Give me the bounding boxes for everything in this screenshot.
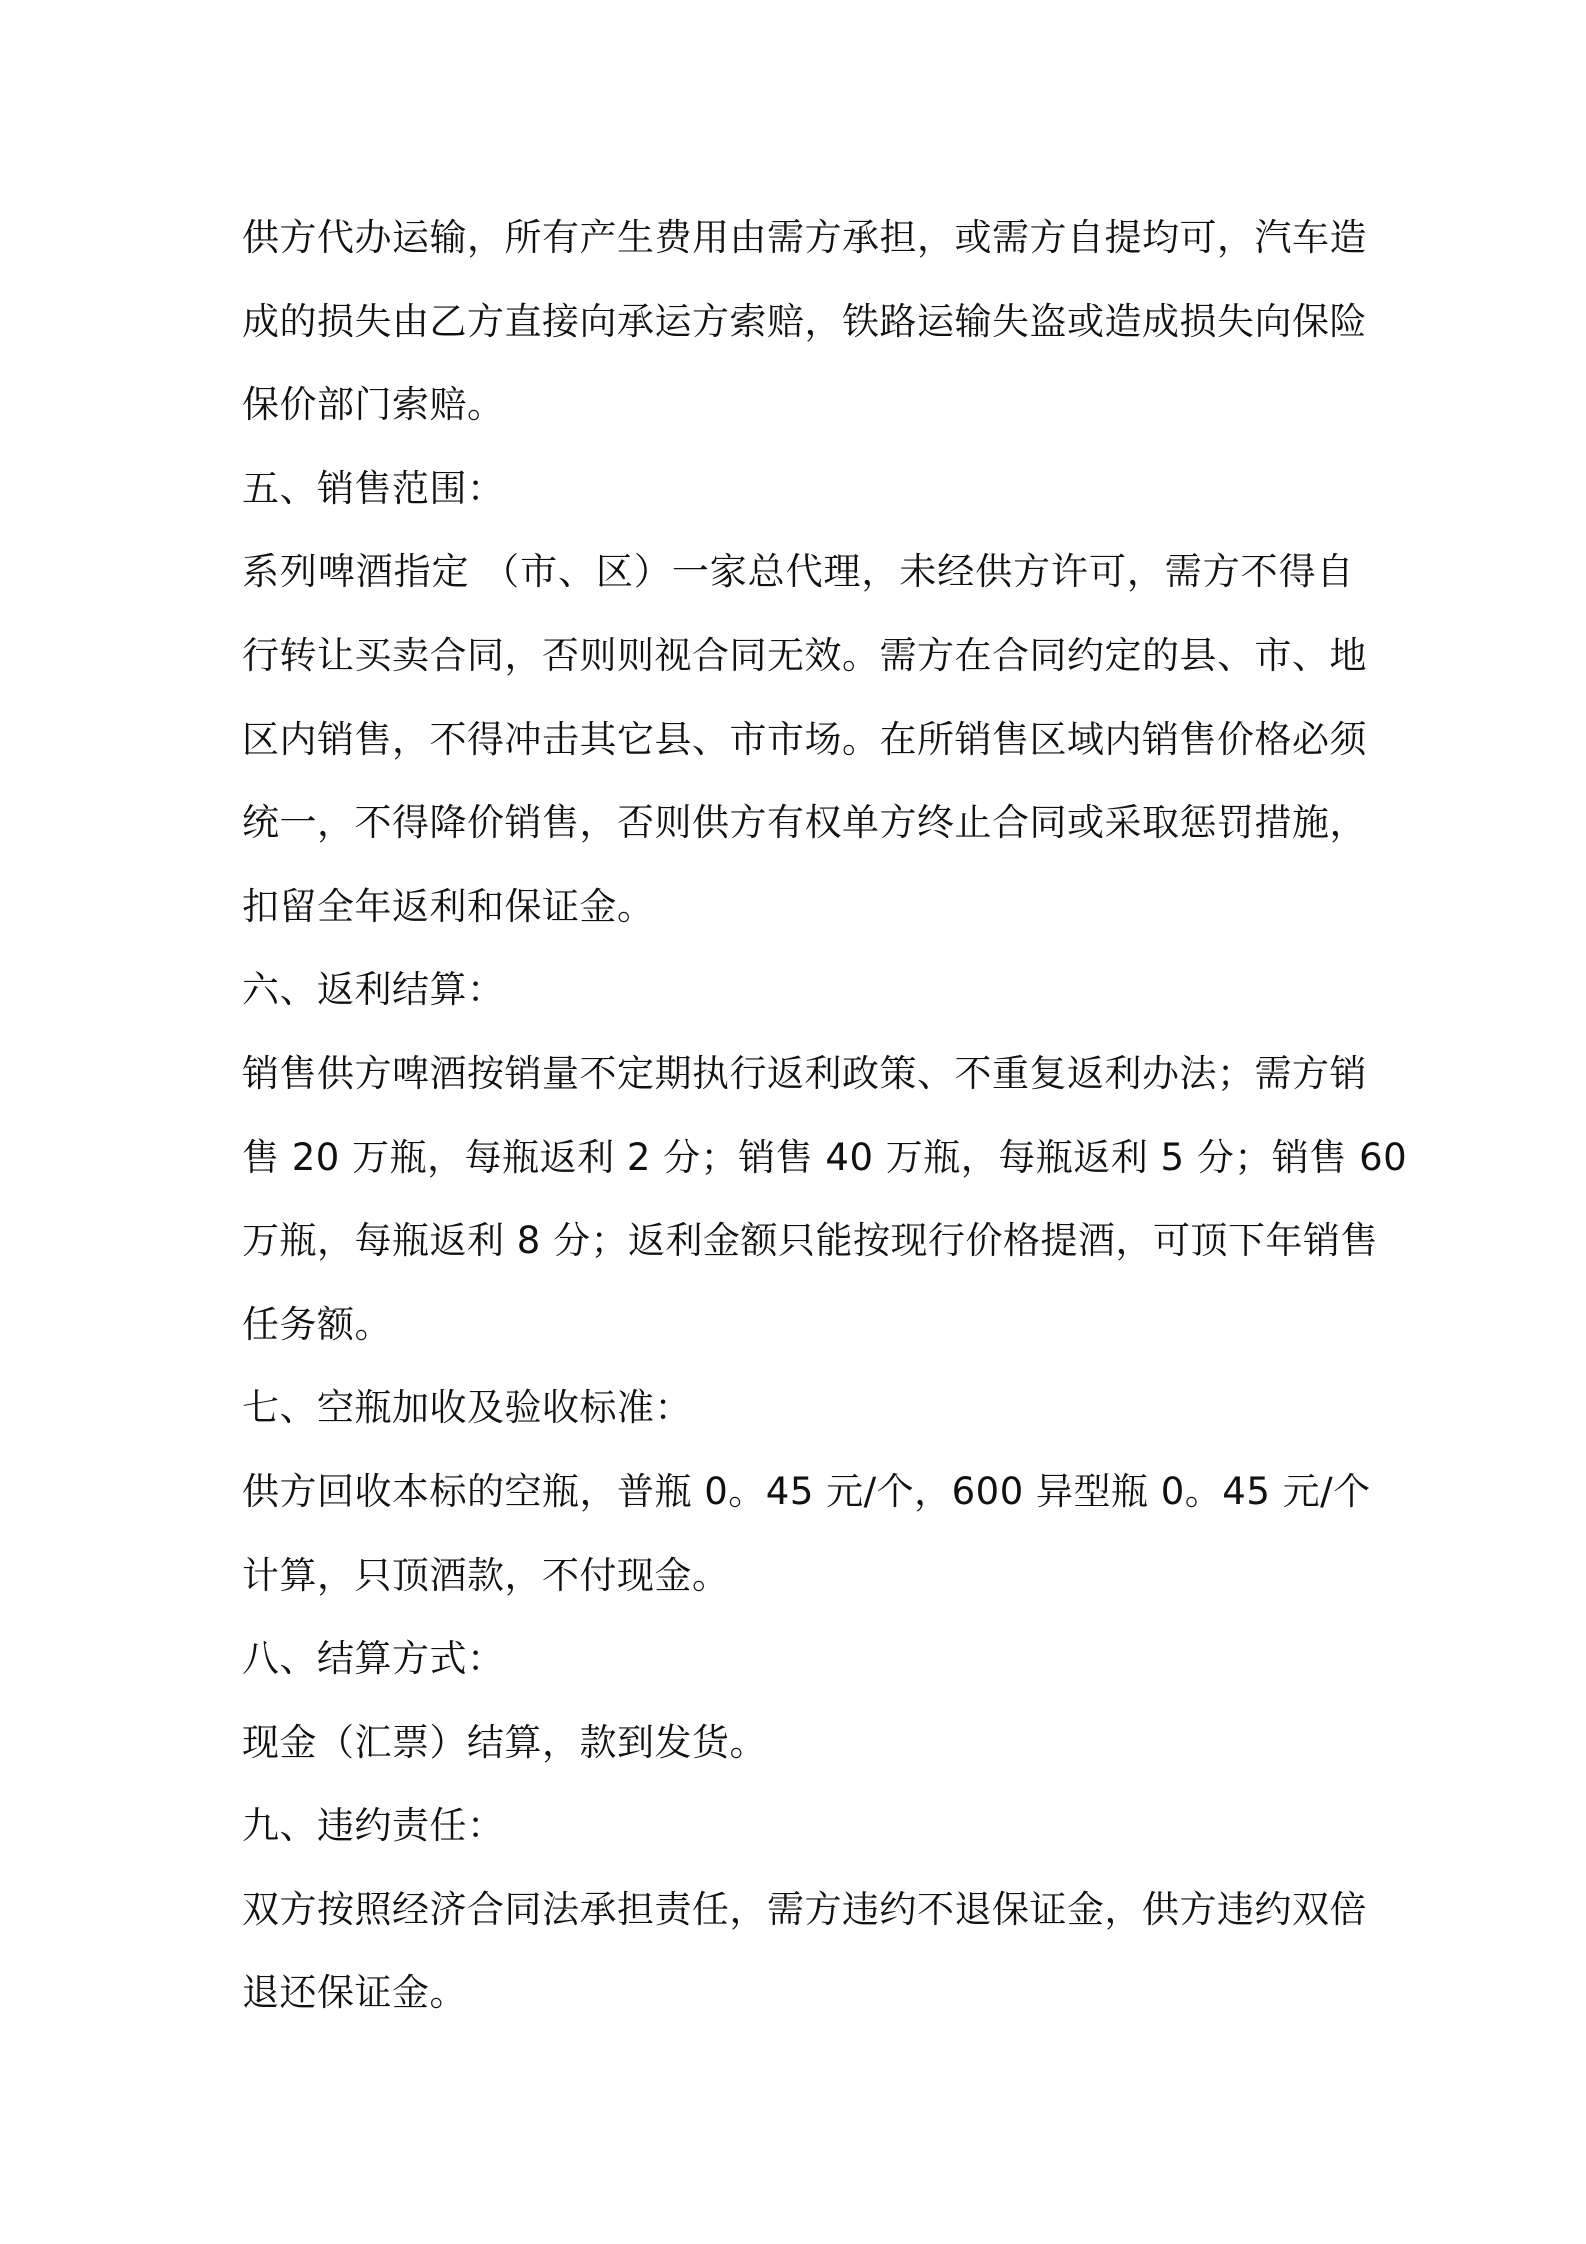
paragraph-line: 计算，只顶酒款，不付现金。: [242, 1553, 730, 1597]
paragraph-line: 扣留全年返利和保证金。: [242, 884, 655, 928]
section-heading-settlement-method: 八、结算方式：: [242, 1637, 505, 1681]
paragraph-line: 行转让买卖合同，否则则视合同无效。需方在合同约定的县、市、地: [242, 633, 1367, 677]
paragraph-line: 供方代办运输，所有产生费用由需方承担，或需方自提均可，汽车造: [242, 216, 1367, 259]
paragraph-line: 销售供方啤酒按销量不定期执行返利政策、不重复返利办法；需方销: [242, 1051, 1367, 1095]
paragraph-line: 系列啤酒指定 （市、区）一家总代理，未经供方许可，需方不得自: [242, 550, 1354, 594]
document-body: [242, 196, 1408, 2035]
paragraph-line: 供方回收本标的空瓶，普瓶 0。45 元/个，600 异型瓶 0。45 元/个: [242, 1469, 1371, 1513]
section-heading-empty-bottle-standard: 七、空瓶加收及验收标准：: [242, 1386, 692, 1430]
paragraph-line: 双方按照经济合同法承担责任，需方违约不退保证金，供方违约双倍: [242, 1887, 1367, 1931]
section-heading-sales-scope: 五、销售范围：: [242, 466, 505, 510]
paragraph-line: 售 20 万瓶，每瓶返利 2 分；销售 40 万瓶，每瓶返利 5 分；销售 60: [242, 1135, 1408, 1179]
paragraph-line: 成的损失由乙方直接向承运方索赔，铁路运输失盗或造成损失向保险: [242, 299, 1367, 343]
section-heading-rebate-settlement: 六、返利结算：: [242, 968, 505, 1012]
paragraph-line: 任务额。: [242, 1302, 392, 1346]
paragraph-line: 统一，不得降价销售，否则供方有权单方终止合同或采取惩罚措施，: [242, 801, 1367, 845]
paragraph-line: 现金（汇票）结算，款到发货。: [242, 1720, 767, 1764]
paragraph-line: 保价部门索赔。: [242, 383, 505, 427]
paragraph-line: 万瓶，每瓶返利 8 分；返利金额只能按现行价格提酒，可顶下年销售: [242, 1219, 1379, 1263]
paragraph-line: 退还保证金。: [242, 1971, 467, 2015]
paragraph-line: 区内销售，不得冲击其它县、市市场。在所销售区域内销售价格必须: [242, 717, 1367, 761]
section-heading-breach-liability: 九、违约责任：: [242, 1804, 505, 1848]
